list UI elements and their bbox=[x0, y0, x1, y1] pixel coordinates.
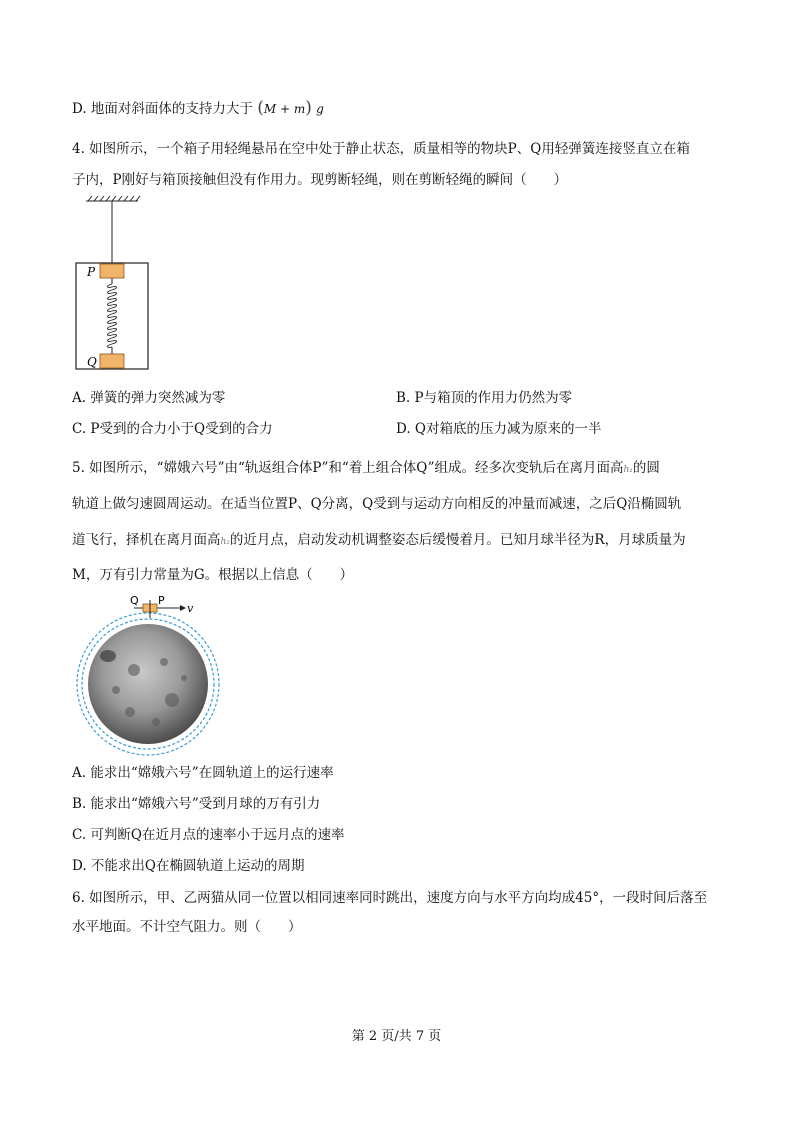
ceiling-hatch bbox=[86, 196, 140, 201]
q5-option-d: D. 不能求出Q在椭圆轨道上运动的周期 bbox=[72, 858, 305, 874]
q5-stem-line3 bbox=[72, 531, 686, 551]
q5-stem-line1 bbox=[72, 459, 660, 479]
q5-option-a: A. 能求出“嫦娥六号”在圆轨道上的运行速率 bbox=[72, 765, 334, 781]
q4-option-c: C. P受到的合力小于Q受到的合力 bbox=[72, 421, 273, 437]
q4-option-a: A. 弹簧的弹力突然减为零 bbox=[72, 390, 226, 406]
left-paren: ( bbox=[257, 98, 264, 118]
q3-option-d-text: D. 地面对斜面体的支持力大于 bbox=[72, 101, 253, 117]
q6-stem-line2: 水平地面。不计空气阻力。则（ ） bbox=[72, 919, 302, 935]
q5-h2: h₂ bbox=[220, 537, 230, 547]
q5-line3-a: 道飞行，择机在离月面高 bbox=[72, 532, 221, 548]
q5-line1-b: 的圆 bbox=[632, 460, 660, 476]
label-q: Q bbox=[130, 594, 139, 607]
block-q bbox=[100, 354, 124, 368]
q5-line3-b: 的近月点，启动发动机调整姿态后缓慢着月。已知月球半径为R，月球质量为 bbox=[229, 532, 686, 548]
q5-line1-a: 5. 如图所示，“嫦娥六号”由“轨返组合体P”和“着上组合体Q”组成。经多次变轨后在离月面高 bbox=[72, 460, 624, 476]
q5-stem-line2: 轨道上做匀速圆周运动。在适当位置P、Q分离，Q受到与运动方向相反的冲量而减速，之后Q沿椭圆轨 bbox=[72, 496, 682, 512]
q5-moon-orbit-figure bbox=[72, 590, 232, 755]
block-p bbox=[100, 264, 124, 278]
q4-option-b: B. P与箱顶的作用力仍然为零 bbox=[396, 390, 573, 406]
spring bbox=[108, 284, 117, 347]
q5-h1: h₁ bbox=[623, 465, 633, 475]
velocity-arrow bbox=[164, 605, 186, 611]
q5-option-b: B. 能求出“嫦娥六号”受到月球的万有引力 bbox=[72, 796, 321, 812]
q4-stem-line1: 4. 如图所示，一个箱子用轻绳悬吊在空中处于静止状态，质量相等的物块P、Q用轻弹簧连接竖直立在箱 bbox=[72, 141, 690, 157]
q4-stem-line2: 子内，P刚好与箱顶接触但没有作用力。现剪断轻绳，则在剪断轻绳的瞬间（ ） bbox=[72, 172, 568, 188]
q5-stem-line4: M，万有引力常量为G。根据以上信息（ ） bbox=[72, 567, 354, 583]
q4-option-d: D. Q对箱底的压力减为原来的一半 bbox=[396, 421, 602, 437]
label-q: Q bbox=[87, 355, 97, 369]
q3-option-d-math: M + m bbox=[263, 102, 306, 116]
label-p: P bbox=[158, 594, 165, 607]
q3-option-d-g: g bbox=[316, 102, 324, 116]
label-v: v bbox=[187, 602, 194, 615]
q4-box-spring-figure bbox=[72, 196, 162, 376]
label-p: P bbox=[87, 265, 96, 279]
page-footer: 第 2 页/共 7 页 bbox=[351, 1029, 442, 1044]
q6-stem-line1: 6. 如图所示，甲、乙两猫从同一位置以相同速率同时跳出，速度方向与水平方向均成45°，一段时间后落至 bbox=[72, 890, 708, 906]
right-paren: ) bbox=[305, 98, 312, 118]
q3-option-d bbox=[72, 99, 324, 118]
q5-option-c: C. 可判断Q在近月点的速率小于远月点的速率 bbox=[72, 827, 345, 843]
moon bbox=[88, 624, 208, 744]
